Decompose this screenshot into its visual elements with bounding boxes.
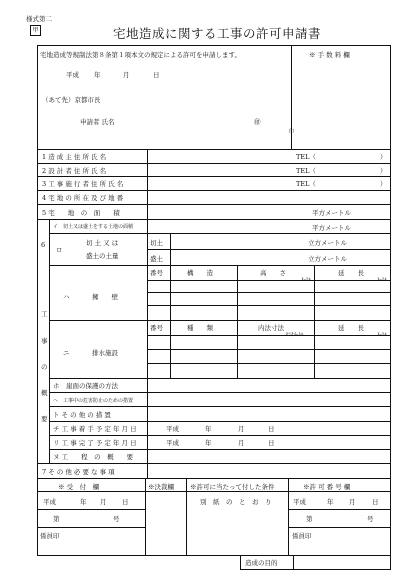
he-text: ヘ 工事中の危害防止のための措置 [53, 398, 134, 404]
date-day: 日 [153, 71, 160, 79]
bottom-divider [186, 478, 187, 555]
label-divider [147, 378, 148, 463]
page-title: 宅地造成に関する工事の許可申請書 [113, 26, 322, 41]
row3-label: 3 工 事 施 行 者 住 所 氏 名 [42, 180, 124, 188]
row-line [37, 149, 391, 150]
cm-unit: ｾﾝﾁﾒｰﾄﾙ [286, 332, 304, 338]
meter-unit: ﾒｰﾄﾙ [301, 277, 312, 283]
row1-label: 1 造 成 主 住 所 氏 名 [42, 153, 107, 161]
drain-header-length: 延 長 [338, 324, 364, 332]
row5-label: 5 宅 地 の 面 積 [42, 209, 120, 217]
row-line [37, 163, 391, 164]
tel-label: TEL（ [296, 153, 316, 161]
label-divider [147, 219, 148, 233]
tel-label: TEL（ [296, 180, 316, 188]
receipt-year: 年 [80, 498, 87, 506]
row-line [37, 463, 391, 464]
label-divider [147, 463, 148, 478]
row-line [37, 176, 391, 177]
wall-header-height: 高 さ [260, 269, 286, 277]
row-line [49, 435, 391, 436]
row-line [37, 478, 391, 479]
ro-text-2: 盛土の土量 [86, 252, 119, 260]
row-line [37, 491, 391, 492]
table-divider [314, 265, 315, 378]
fee-box-label: ※ 手 数 料 欄 [309, 51, 350, 59]
purpose-bottom [240, 569, 391, 570]
addressee: （あて先）京都市長 [42, 96, 101, 104]
end-era: 平成 [166, 439, 179, 447]
drain-header-type: 種 類 [187, 324, 213, 332]
fill-label: 盛土 [150, 255, 163, 263]
meter-unit: ﾒｰﾄﾙ [377, 332, 388, 338]
meter-unit: ﾒｰﾄﾙ [377, 277, 388, 283]
start-year: 年 [205, 425, 212, 433]
receipt-month: 月 [100, 498, 107, 506]
decision-header: ※決裁欄 [148, 483, 174, 491]
row-line [49, 320, 391, 321]
start-month: 月 [238, 425, 245, 433]
receipt-dai: 第 [53, 515, 60, 523]
form-id: 様式第二 [26, 15, 52, 23]
date-year: 年 [94, 71, 101, 79]
row-line [288, 527, 391, 528]
receipt-day: 日 [122, 498, 129, 506]
start-day: 日 [268, 425, 275, 433]
row-line [37, 190, 391, 191]
row-line [147, 335, 391, 336]
receipt-era: 平成 [43, 498, 56, 506]
side-text: の [41, 363, 48, 371]
permit-era: 平成 [293, 498, 306, 506]
row-line [147, 292, 391, 293]
to-text: ト そ の 他 の 措 置 [53, 411, 111, 419]
cut-unit: 立方メートル [308, 239, 347, 247]
end-month: 月 [238, 439, 245, 447]
row-line [37, 527, 145, 528]
row2-label: 2 設 計 者 住 所 氏 名 [42, 167, 107, 175]
row-line [37, 204, 391, 205]
nu-text: ヌ 工 程 の 概 要 [53, 453, 134, 461]
table-divider [237, 265, 238, 378]
receipt-header: ※ 受 付 欄 [58, 483, 100, 491]
row-line [49, 406, 391, 407]
ro-label: ロ [56, 246, 63, 254]
start-era: 平成 [166, 425, 179, 433]
receipt-go: 号 [113, 515, 120, 523]
permit-day: 日 [372, 498, 379, 506]
date-month: 月 [123, 71, 130, 79]
purpose-divider [293, 555, 294, 569]
side-text: 事 [41, 337, 48, 345]
purpose-label: 造成の目的 [245, 559, 278, 567]
ro-text-1: 切 土 又 は [86, 239, 119, 247]
end-day: 日 [268, 439, 275, 447]
wall-header-structure: 構 造 [187, 269, 213, 277]
permit-month: 月 [349, 498, 356, 506]
row-line [49, 421, 391, 422]
row-line [288, 509, 391, 510]
row-line [37, 219, 391, 220]
tel-close: ） [380, 153, 387, 161]
ho-text: ホ 崖面の保護の方法 [53, 382, 118, 390]
ri-text: リ 工 事 完 了 予 定 年 月 日 [53, 439, 137, 447]
table-divider [170, 265, 171, 378]
permit-no-header: ※許 可 番 号 欄 [303, 483, 351, 491]
drain-header-size: 内法寸法 [258, 324, 284, 332]
permit-year: 年 [327, 498, 334, 506]
tel-close: ） [380, 180, 387, 188]
row-line [147, 349, 391, 350]
permit-go: 号 [367, 515, 374, 523]
receipt-officer: 係員印 [40, 532, 60, 540]
ha-text: 擁 壁 [92, 293, 118, 301]
seal-mark: ㊞ [254, 118, 261, 126]
i-unit: 平方メートル [312, 224, 351, 232]
permit-officer: 係員印 [292, 532, 312, 540]
purpose-right [390, 555, 391, 569]
area-unit: 平方メートル [312, 209, 351, 217]
ni-label: ニ [63, 349, 70, 357]
row-line [147, 305, 391, 306]
row-line [49, 233, 391, 234]
purpose-divider [240, 555, 241, 569]
applicant-label: 申請者 氏名 [80, 118, 115, 126]
table-divider [147, 265, 148, 378]
tel-close: ） [380, 167, 387, 175]
fill-unit: 立方メートル [308, 255, 347, 263]
drain-header-no: 番号 [150, 324, 163, 332]
date-era: 平成 [66, 71, 79, 79]
row-line [49, 449, 391, 450]
intro-text: 宅地造成等規制法第８条第１項本文の規定による許可を申請します。 [40, 51, 241, 59]
bottom-divider [288, 478, 289, 555]
cut-label: 切土 [150, 239, 163, 247]
tel-label: TEL（ [296, 167, 316, 175]
side-text: 要 [41, 415, 48, 423]
conditions-text: 別 紙 の と お り [200, 498, 272, 506]
row-line [37, 509, 145, 510]
seal-sub: 印 [289, 129, 295, 135]
row-line [147, 249, 391, 250]
permit-dai: 第 [306, 515, 313, 523]
row-line [49, 265, 391, 266]
end-year: 年 [205, 439, 212, 447]
side-text: 概 [41, 389, 48, 397]
row4-label: 4 宅 地 の 所 在 及 び 地 番 [42, 194, 124, 202]
ha-label: ハ [63, 293, 70, 301]
section6-number: 6 [41, 241, 46, 249]
corner-mark: 甲 [30, 25, 41, 36]
wall-header-no: 番号 [150, 269, 163, 277]
bottom-divider [145, 478, 146, 555]
side-divider [49, 219, 50, 463]
row7-label: 7 そ の 他 必 要 な 事 項 [42, 468, 115, 476]
frame-bottom [37, 555, 391, 556]
frame-top [37, 45, 391, 46]
side-text: 工 [41, 310, 48, 318]
row-line [49, 378, 391, 379]
conditions-header: ※許可に当たって付した条件 [190, 483, 275, 491]
wall-header-length: 延 長 [338, 269, 364, 277]
chi-text: チ 工 事 着 手 予 定 年 月 日 [53, 425, 137, 433]
i-label: イ [53, 224, 59, 230]
row-line [147, 363, 391, 364]
row-line [147, 280, 391, 281]
i-text: 切土又は盛土をする土地の面積 [63, 224, 134, 230]
ni-text: 排水施設 [92, 349, 118, 357]
label-divider [147, 149, 148, 219]
row-line [49, 392, 391, 393]
